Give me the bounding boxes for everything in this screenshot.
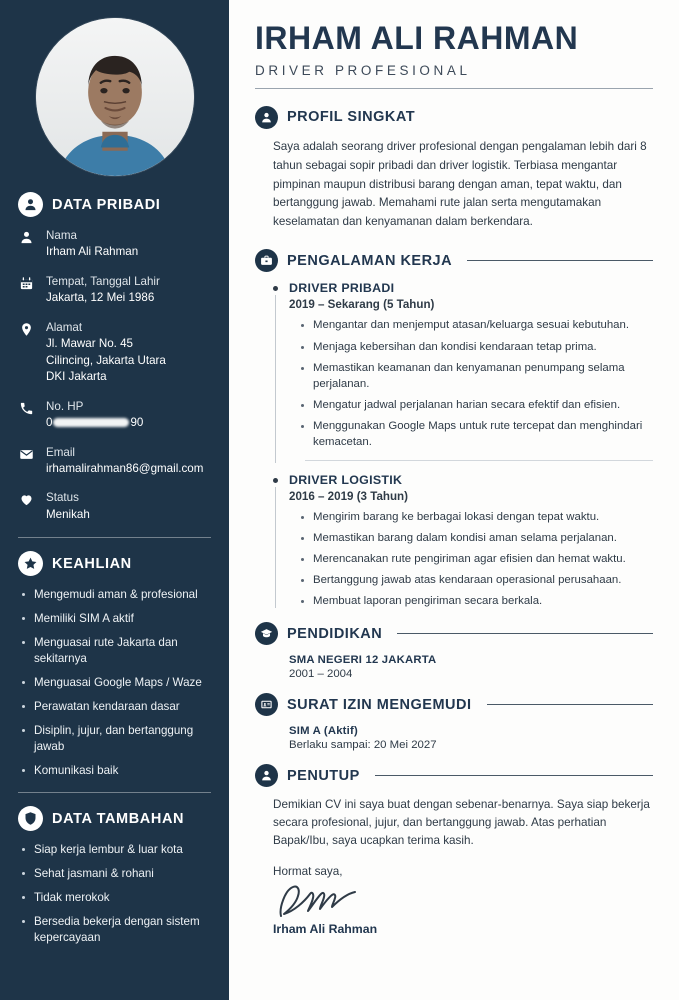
list-item: Mengatur jadwal perjalanan harian secara efektif dan efisien.	[301, 398, 653, 414]
additional-data-title: DATA TAMBAHAN	[52, 810, 185, 827]
profile-text: Saya adalah seorang driver profesional dengan pengalaman lebih dari 8 tahun sebagai sopir pribadi dan driver logistik. Terbiasa mengantar pimpinan maupun distribusi barang dengan aman, tepat waktu, dan bertanggung jawab. Memahami rute jalan serta mengutamakan keselamatan dan kenyamanan dalam berkendara.	[273, 139, 647, 229]
info-label: Email	[46, 445, 75, 459]
education-title: PENDIDIKAN	[287, 625, 383, 642]
info-label: Status	[46, 491, 79, 505]
personal-data-header	[18, 192, 213, 217]
sidebar	[0, 0, 229, 1000]
job-duties-list	[289, 318, 653, 450]
job-date: 2016 – 2019 (3 Tahun)	[289, 489, 408, 503]
education-section-header	[255, 622, 653, 645]
list-item: Menguasai rute Jakarta dan sekitarnya	[20, 635, 213, 666]
list-item: Menguasai Google Maps / Waze	[20, 675, 213, 691]
list-item: Komunikasi baik	[20, 763, 213, 779]
list-item: Bertanggung jawab atas kendaraan operasional perusahaan.	[301, 573, 653, 589]
section-rule	[467, 260, 653, 261]
id-card-icon	[255, 693, 278, 716]
list-item: Memastikan keamanan dan kenyamanan penumpang selama perjalanan.	[301, 361, 653, 392]
additional-data-list	[16, 842, 213, 945]
job-role-subtitle: DRIVER PROFESIONAL	[255, 62, 471, 78]
job-duties-list	[289, 510, 653, 611]
skills-list	[16, 587, 213, 778]
info-value: Irham Ali Rahman	[46, 245, 139, 259]
list-item: Disiplin, jujur, dan bertanggung jawab	[20, 723, 213, 754]
list-item: Perawatan kendaraan dasar	[20, 699, 213, 715]
license-type: SIM A (Aktif)	[289, 725, 358, 738]
graduation-cap-icon	[255, 622, 278, 645]
star-icon	[18, 551, 43, 576]
section-personal-data	[0, 192, 229, 523]
info-value: Menikah	[46, 507, 90, 521]
experience-section-header	[255, 249, 653, 272]
signature-name: Irham Ali Rahman	[273, 921, 378, 936]
photo-container	[0, 0, 229, 188]
profile-title: PROFIL SINGKAT	[287, 109, 416, 126]
job-date: 2019 – Sekarang (5 Tahun)	[289, 298, 435, 312]
job-title: DRIVER PRIBADI	[289, 281, 395, 296]
header-divider	[255, 88, 653, 89]
closing-section-header	[255, 764, 653, 787]
closing-title: PENUTUP	[287, 767, 360, 784]
info-value: Jakarta, 12 Mei 1986	[46, 291, 155, 305]
list-item: Siap kerja lembur & luar kota	[20, 842, 213, 858]
list-item: Membuat laporan pengiriman secara berkala.	[301, 594, 653, 610]
location-pin-icon	[19, 320, 36, 386]
list-item: Bersedia bekerja dengan sistem kepercayaan	[20, 914, 213, 945]
heart-icon	[19, 490, 36, 523]
sidebar-divider	[18, 537, 211, 538]
experience-timeline	[255, 281, 653, 610]
profile-photo-illustration	[36, 18, 194, 176]
signature-label: Hormat saya,	[273, 864, 343, 878]
license-validity: Berlaku sampai: 20 Mei 2027	[289, 739, 437, 752]
envelope-icon	[19, 445, 36, 478]
license-entry	[255, 725, 653, 751]
person-icon	[255, 764, 278, 787]
info-row-phone	[16, 399, 213, 432]
school-years: 2001 – 2004	[289, 668, 353, 681]
list-item: Tidak merokok	[20, 890, 213, 906]
license-section-header	[255, 693, 653, 716]
avatar	[36, 18, 194, 176]
section-rule	[375, 775, 653, 776]
info-row-status	[16, 490, 213, 523]
section-rule	[487, 704, 653, 705]
page-title: IRHAM ALI RAHMAN	[255, 20, 579, 56]
list-item: Merencanakan rute pengiriman agar efisien dan hemat waktu.	[301, 552, 653, 568]
phone-number-redacted	[46, 415, 143, 431]
signature-mark	[255, 878, 653, 922]
list-item: Mengantar dan menjemput atasan/keluarga sesuai kebutuhan.	[301, 318, 653, 334]
section-skills	[0, 551, 229, 778]
experience-item	[273, 281, 653, 460]
education-entry	[255, 654, 653, 680]
info-row-address	[16, 320, 213, 386]
info-label: Nama	[46, 229, 77, 242]
redaction-mask	[53, 418, 129, 427]
info-value: DKI Jakarta	[46, 370, 107, 384]
section-rule	[397, 633, 653, 634]
skills-title: KEAHLIAN	[52, 555, 132, 572]
list-item: Mengirim barang ke berbagai lokasi dengan tepat waktu.	[301, 510, 653, 526]
person-icon	[19, 228, 36, 261]
phone-suffix: 90	[130, 416, 144, 430]
person-icon	[255, 106, 278, 129]
experience-title: PENGALAMAN KERJA	[287, 252, 453, 269]
info-label: Tempat, Tanggal Lahir	[46, 274, 160, 288]
info-row-email	[16, 445, 213, 478]
info-row-nama	[16, 228, 213, 261]
list-item: Sehat jasmani & rohani	[20, 866, 213, 882]
info-label: No. HP	[46, 399, 84, 413]
shield-check-icon	[18, 806, 43, 831]
school-name: SMA NEGERI 12 JAKARTA	[289, 654, 437, 667]
info-row-birth	[16, 274, 213, 307]
list-item: Mengemudi aman & profesional	[20, 587, 213, 603]
job-separator	[305, 460, 653, 461]
briefcase-icon	[255, 249, 278, 272]
list-item: Memastikan barang dalam kondisi aman selama perjalanan.	[301, 531, 653, 547]
info-value: Cilincing, Jakarta Utara	[46, 353, 166, 367]
experience-item	[273, 473, 653, 611]
sidebar-divider	[18, 792, 211, 793]
info-label: Alamat	[46, 320, 83, 334]
section-additional-data	[0, 806, 229, 945]
personal-data-title: DATA PRIBADI	[52, 196, 161, 213]
info-value: irhamalirahman86@gmail.com	[46, 461, 204, 475]
phone-icon	[19, 399, 36, 432]
skills-header	[18, 551, 213, 576]
main-content	[229, 0, 679, 1000]
person-icon	[18, 192, 43, 217]
job-title: DRIVER LOGISTIK	[289, 472, 403, 487]
profile-section-header	[255, 106, 653, 129]
list-item: Menggunakan Google Maps untuk rute tercepat dan menghindari kemacetan.	[301, 419, 653, 450]
closing-text: Demikian CV ini saya buat dengan sebenar-benarnya. Saya siap bekerja secara profesional, jujur, dan bertanggung jawab. Atas perhatian Bapak/Ibu, saya ucapkan terima kasih.	[273, 798, 650, 848]
license-title: SURAT IZIN MENGEMUDI	[287, 696, 472, 713]
phone-prefix: 0	[46, 416, 53, 430]
info-value: Jl. Mawar No. 45	[46, 337, 133, 351]
list-item: Menjaga kebersihan dan kondisi kendaraan tetap prima.	[301, 340, 653, 356]
calendar-icon	[19, 274, 36, 307]
additional-data-header	[18, 806, 213, 831]
list-item: Memiliki SIM A aktif	[20, 611, 213, 627]
